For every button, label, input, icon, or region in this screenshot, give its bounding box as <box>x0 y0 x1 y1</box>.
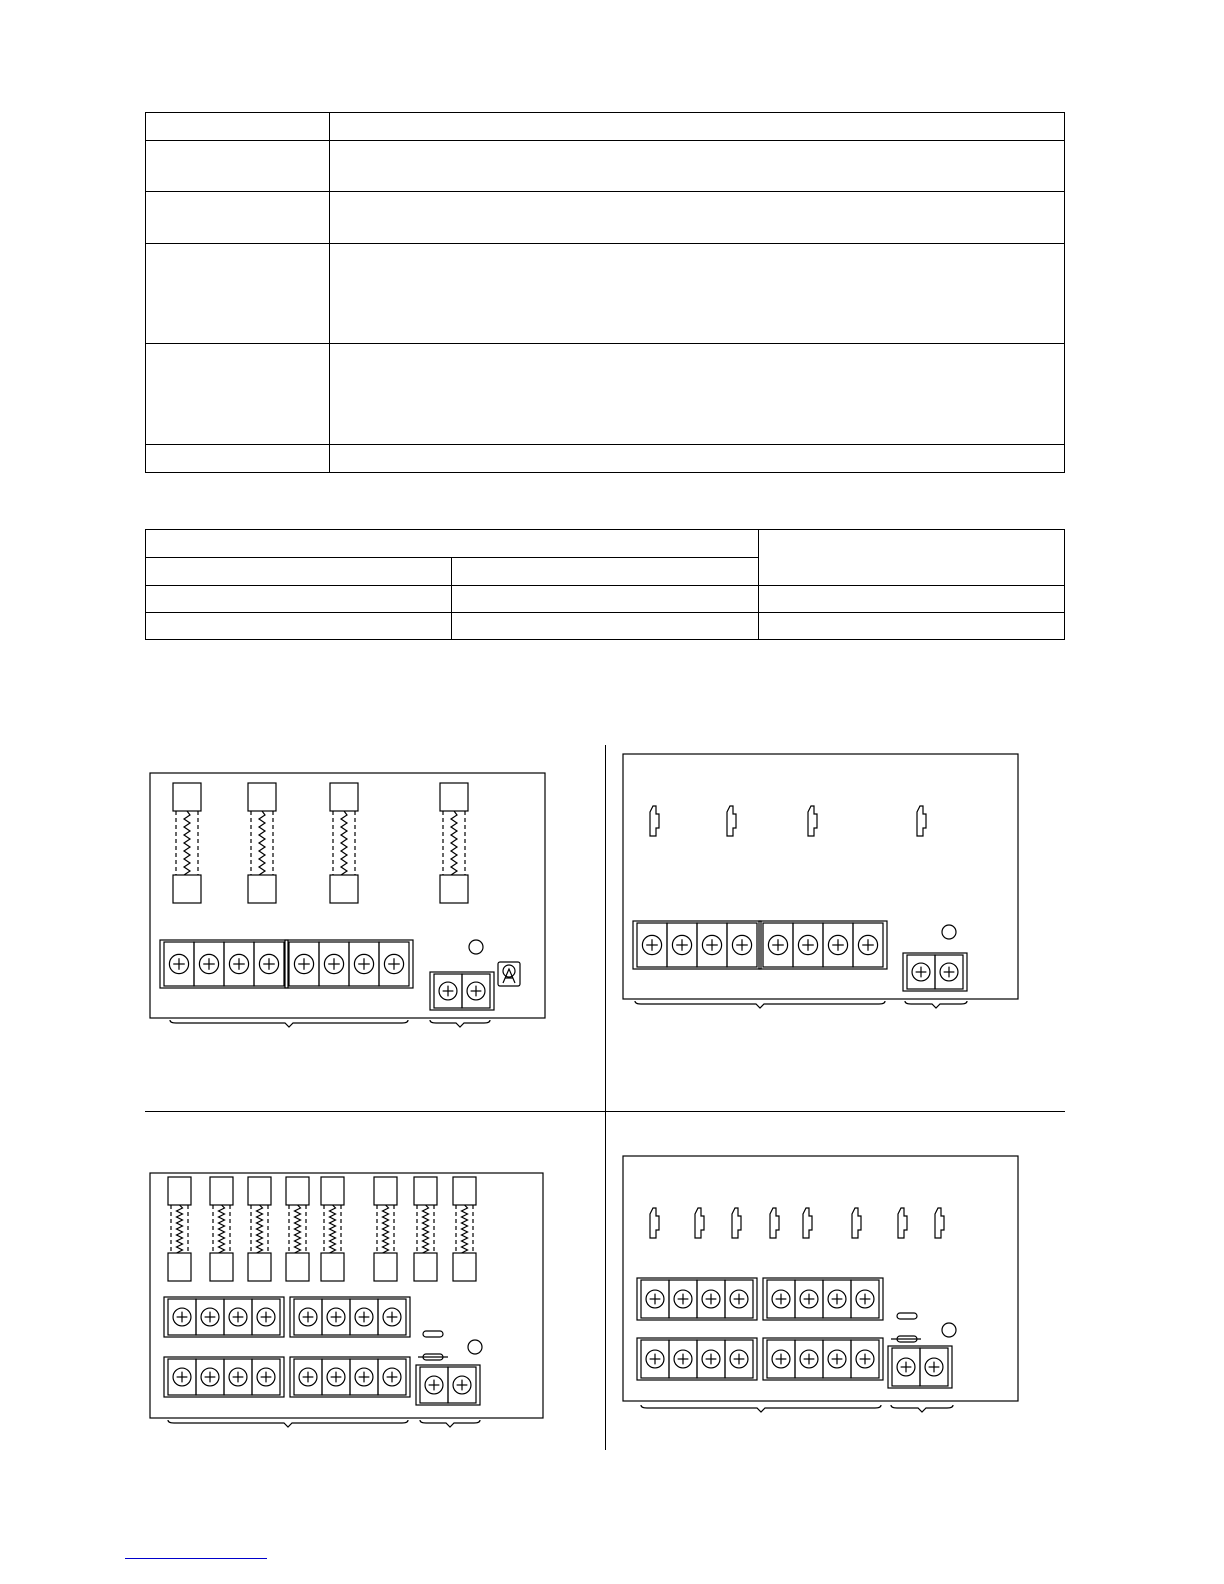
spec-label <box>146 344 330 445</box>
fuse-cap <box>173 783 201 811</box>
bracket <box>891 1405 953 1412</box>
spec-label <box>146 244 330 344</box>
fuse-element <box>219 1205 225 1253</box>
fuse-element <box>462 1205 468 1253</box>
fuse-element <box>383 1205 389 1253</box>
ul-logo-mark <box>503 965 515 977</box>
bracket <box>420 1420 480 1427</box>
resistor <box>897 1313 917 1319</box>
bracket <box>635 1001 885 1008</box>
indicator-led <box>469 940 483 954</box>
spec-value <box>330 445 1065 473</box>
fuse-cell <box>452 586 758 613</box>
fuse-element <box>423 1205 429 1253</box>
blade-fuse-icon <box>803 1208 812 1238</box>
fuse-table <box>145 529 1065 640</box>
fuse-header-row <box>146 530 1065 558</box>
spec-label <box>146 192 330 244</box>
horizontal-divider <box>145 1111 1065 1112</box>
fuse-header-right <box>758 530 1064 586</box>
bracket <box>168 1420 408 1427</box>
blade-fuse-icon <box>852 1208 861 1238</box>
fuse-cap <box>248 1177 271 1205</box>
fuse-cap <box>453 1177 476 1205</box>
spec-value <box>330 113 1065 141</box>
fuse-cap <box>374 1177 397 1205</box>
bracket <box>430 1020 490 1027</box>
fuse-cap <box>286 1253 309 1281</box>
blade-fuse-icon <box>650 1208 659 1238</box>
panel-board <box>150 773 545 1018</box>
panel-bottom-left <box>140 1165 555 1440</box>
spec-row <box>146 344 1065 445</box>
blade-fuse-icon <box>727 806 736 836</box>
fuse-cap <box>173 875 201 903</box>
spec-value <box>330 192 1065 244</box>
fuse-cell <box>758 586 1064 613</box>
bracket <box>905 1001 967 1008</box>
spec-row <box>146 244 1065 344</box>
panel-top-right <box>615 748 1025 1018</box>
vertical-divider <box>605 745 606 1450</box>
footer-link-underline <box>125 1558 267 1559</box>
spec-table <box>145 112 1065 473</box>
fuse-row <box>146 613 1065 640</box>
spec-label <box>146 141 330 192</box>
blade-fuse-icon <box>898 1208 907 1238</box>
spec-label <box>146 113 330 141</box>
fuse-cap <box>286 1177 309 1205</box>
spec-row <box>146 141 1065 192</box>
spec-value <box>330 344 1065 445</box>
fuse-element <box>259 811 265 875</box>
fuse-cap <box>453 1253 476 1281</box>
fuse-cap <box>168 1177 191 1205</box>
fuse-cap <box>248 875 276 903</box>
blade-fuse-icon <box>917 806 926 836</box>
fuse-element <box>177 1205 183 1253</box>
fuse-cap <box>168 1253 191 1281</box>
panel-bottom-right <box>615 1150 1025 1425</box>
fuse-element <box>184 811 190 875</box>
fuse-header-left <box>146 530 759 558</box>
bracket <box>170 1020 408 1027</box>
blade-fuse-icon <box>808 806 817 836</box>
fuse-element <box>341 811 347 875</box>
fuse-cap <box>210 1177 233 1205</box>
spec-row <box>146 192 1065 244</box>
fuse-row <box>146 586 1065 613</box>
fuse-cap <box>330 783 358 811</box>
fuse-cap <box>414 1177 437 1205</box>
fuse-element <box>257 1205 263 1253</box>
blade-fuse-icon <box>695 1208 704 1238</box>
spec-row <box>146 113 1065 141</box>
fuse-cap <box>414 1253 437 1281</box>
fuse-cap <box>440 783 468 811</box>
fuse-cell <box>146 613 452 640</box>
fuse-cap <box>248 1253 271 1281</box>
fuse-subheader-a <box>146 558 452 586</box>
fuse-cap <box>321 1177 344 1205</box>
fuse-element <box>330 1205 336 1253</box>
spec-label <box>146 445 330 473</box>
fuse-cell <box>452 613 758 640</box>
fuse-element <box>295 1205 301 1253</box>
fuse-subheader-b <box>452 558 758 586</box>
panel-board <box>150 1173 543 1418</box>
fuse-cap <box>330 875 358 903</box>
blade-fuse-icon <box>732 1208 741 1238</box>
fuse-cap <box>248 783 276 811</box>
panel-board <box>623 754 1018 999</box>
fuse-cell <box>758 613 1064 640</box>
spec-value <box>330 141 1065 192</box>
bracket <box>641 1405 881 1412</box>
indicator-led <box>942 925 956 939</box>
resistor <box>423 1331 443 1337</box>
fuse-cap <box>374 1253 397 1281</box>
fuse-cap <box>210 1253 233 1281</box>
blade-fuse-icon <box>650 806 659 836</box>
indicator-led <box>942 1323 956 1337</box>
spec-row <box>146 445 1065 473</box>
blade-fuse-icon <box>770 1208 779 1238</box>
fuse-cell <box>146 586 452 613</box>
blade-fuse-icon <box>935 1208 944 1238</box>
indicator-led <box>468 1340 482 1354</box>
fuse-element <box>451 811 457 875</box>
fuse-cap <box>321 1253 344 1281</box>
panel-top-left <box>140 765 555 1040</box>
spec-value <box>330 244 1065 344</box>
fuse-cap <box>440 875 468 903</box>
